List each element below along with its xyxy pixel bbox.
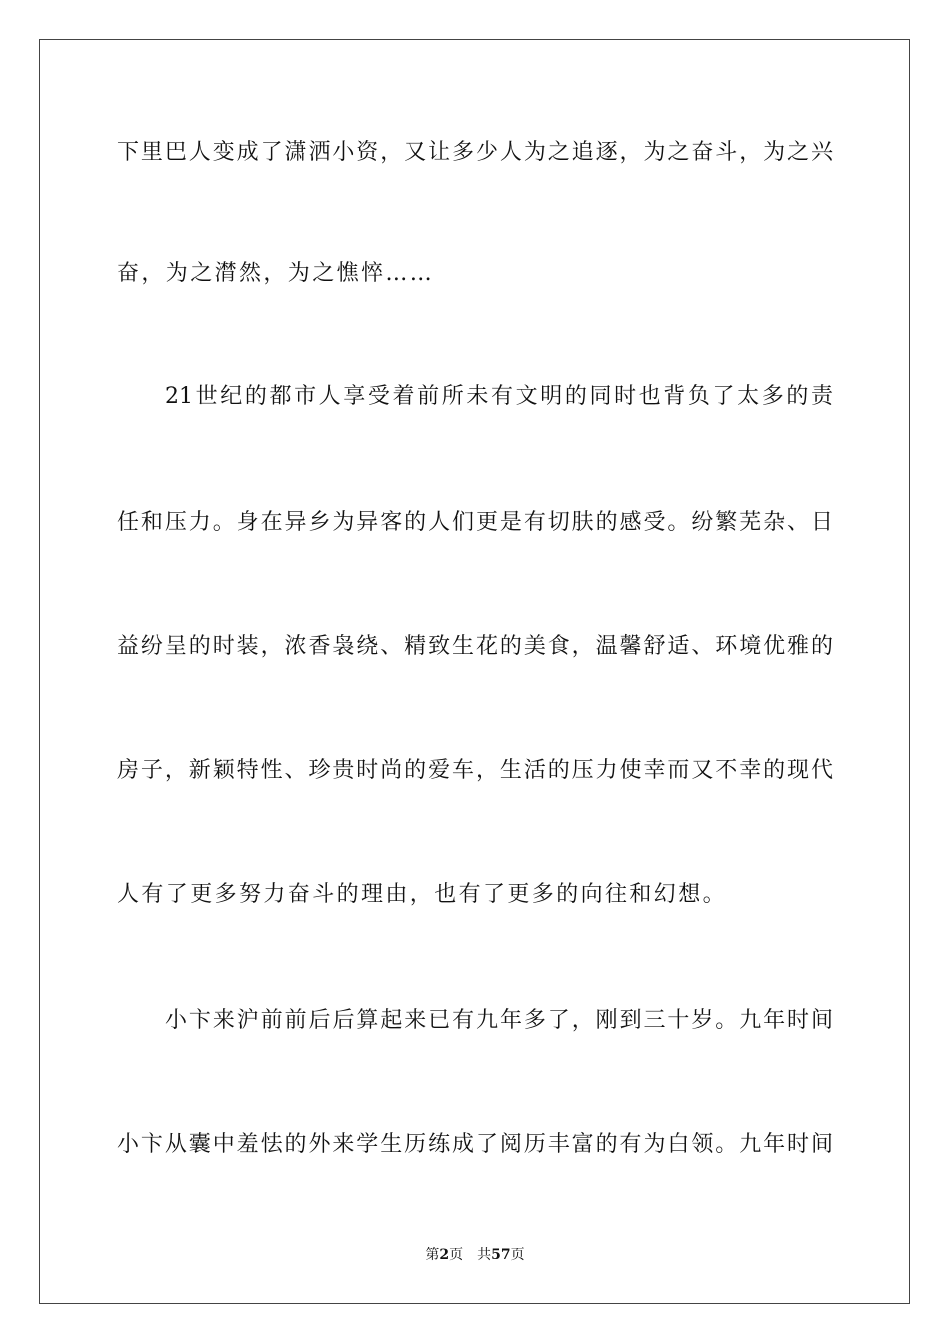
page-suffix: 页 — [449, 1247, 464, 1263]
page-number: 2 — [439, 1247, 450, 1263]
text-line-2: 奋，为之潸然，为之憔悴…… — [117, 261, 435, 286]
text-line-1: 下里巴人变成了潇洒小资，又让多少人为之追逐，为之奋斗，为之兴 — [117, 140, 833, 165]
page-prefix: 第 — [425, 1247, 440, 1263]
page-border — [39, 39, 910, 1304]
text-line-8: 小卞来沪前前后后算起来已有九年多了，刚到三十岁。九年时间 — [165, 1008, 833, 1033]
total-suffix: 页 — [510, 1247, 525, 1263]
total-pages: 57 — [491, 1247, 511, 1263]
total-prefix: 共 — [477, 1247, 492, 1263]
text-line-4: 任和压力。身在异乡为异客的人们更是有切肤的感受。纷繁芜杂、日 — [117, 510, 833, 535]
page-footer — [0, 1245, 950, 1265]
text-line-6: 房子，新颖特性、珍贵时尚的爱车，生活的压力使幸而又不幸的现代 — [117, 758, 833, 783]
text-line-7: 人有了更多努力奋斗的理由，也有了更多的向往和幻想。 — [117, 882, 728, 907]
text-line-3: 21世纪的都市人享受着前所未有文明的同时也背负了太多的责 — [165, 384, 833, 409]
text-line-9: 小卞从囊中羞怯的外来学生历练成了阅历丰富的有为白领。九年时间 — [117, 1132, 833, 1157]
text-line-5: 益纷呈的时装，浓香袅绕、精致生花的美食，温馨舒适、环境优雅的 — [117, 634, 833, 659]
